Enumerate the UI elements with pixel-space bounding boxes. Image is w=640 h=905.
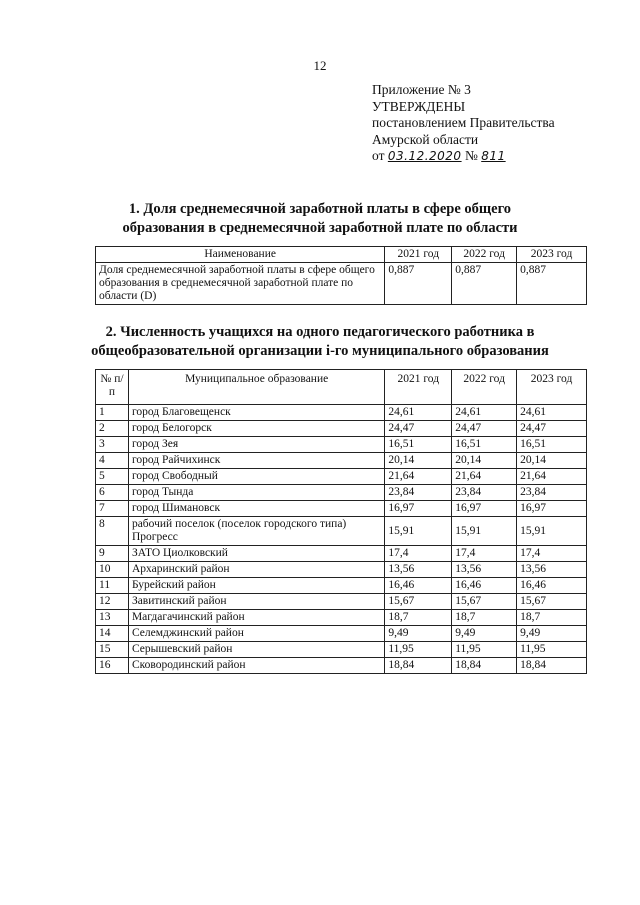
- value-2022: 9,49: [452, 626, 517, 642]
- header-2022: 2022 год: [452, 370, 517, 405]
- value-2023: 21,64: [517, 469, 587, 485]
- section1-title-line1: 1. Доля среднемесячной заработной платы в сфере общего: [128, 201, 512, 217]
- header-2023: 2023 год: [517, 370, 587, 405]
- value-2021: 24,61: [385, 405, 452, 421]
- municipality-name: Магдагачинский район: [128, 610, 384, 626]
- value-2021: 17,4: [385, 546, 452, 562]
- municipality-name: город Шимановск: [128, 501, 384, 517]
- value-2022: 15,67: [452, 594, 517, 610]
- table-row: [96, 578, 587, 594]
- section2-heading: [0, 323, 640, 361]
- value-2022: 17,4: [452, 546, 517, 562]
- value-2023: 18,84: [517, 658, 587, 674]
- municipality-name: город Белогорск: [128, 421, 384, 437]
- value-2023: 20,14: [517, 453, 587, 469]
- approved-label: УТВЕРЖДЕНЫ: [372, 98, 466, 114]
- value-2022: 16,97: [452, 501, 517, 517]
- value-2023: 9,49: [517, 626, 587, 642]
- municipality-name: Серышевский район: [128, 642, 384, 658]
- value-2022: 23,84: [452, 485, 517, 501]
- header-2023: 2023 год: [517, 247, 587, 263]
- value-2021: 15,91: [385, 517, 452, 546]
- value-2021: 16,51: [385, 437, 452, 453]
- table-row: [96, 562, 587, 578]
- value-2023: 17,4: [517, 546, 587, 562]
- table1-header-row: [96, 247, 587, 263]
- value-2022: 24,61: [452, 405, 517, 421]
- value-2022: 11,95: [452, 642, 517, 658]
- table-row: [96, 453, 587, 469]
- handwritten-number: 811: [481, 149, 506, 163]
- municipality-name: город Тында: [128, 485, 384, 501]
- value-2021: 24,47: [385, 421, 452, 437]
- students-per-teacher-table: [95, 369, 587, 674]
- municipality-name: город Райчихинск: [128, 453, 384, 469]
- row-number: 4: [96, 453, 129, 469]
- number-label: №: [464, 148, 478, 163]
- header-name: Наименование: [96, 247, 385, 263]
- value-2023: 13,56: [517, 562, 587, 578]
- row-number: 3: [96, 437, 129, 453]
- municipality-name: город Благовещенск: [128, 405, 384, 421]
- value-2022: 15,91: [452, 517, 517, 546]
- value-2022: 20,14: [452, 453, 517, 469]
- section1-heading: [0, 200, 640, 238]
- municipality-name: Сковородинский район: [128, 658, 384, 674]
- region-label: Амурской области: [372, 131, 479, 147]
- value-2022: 21,64: [452, 469, 517, 485]
- row-number: 5: [96, 469, 129, 485]
- table-row: [96, 626, 587, 642]
- table-row: [96, 610, 587, 626]
- table-row: [96, 546, 587, 562]
- municipality-name: Архаринский район: [128, 562, 384, 578]
- row-number: 7: [96, 501, 129, 517]
- appendix-title: Приложение № 3: [372, 82, 471, 97]
- municipality-name: город Зея: [128, 437, 384, 453]
- municipality-name: ЗАТО Циолковский: [128, 546, 384, 562]
- value-2021: 23,84: [385, 485, 452, 501]
- appendix-block: [372, 82, 555, 165]
- table-row: [96, 642, 587, 658]
- row-number: 8: [96, 517, 129, 546]
- table2-header-row: [96, 370, 587, 405]
- municipality-name: Селемджинский район: [128, 626, 384, 642]
- value-2023: 18,7: [517, 610, 587, 626]
- value-2023: 11,95: [517, 642, 587, 658]
- table-row: [96, 485, 587, 501]
- value-2021: 18,84: [385, 658, 452, 674]
- value-2023: 16,97: [517, 501, 587, 517]
- table-row: [96, 501, 587, 517]
- resolution-label: постановлением Правительства: [372, 115, 555, 130]
- page-number: 12: [313, 58, 327, 73]
- table-row: [96, 469, 587, 485]
- municipality-name: Завитинский район: [128, 594, 384, 610]
- value-2021: 13,56: [385, 562, 452, 578]
- header-municipality: Муниципальное образование: [128, 370, 384, 405]
- row-number: 14: [96, 626, 129, 642]
- value-2022: 16,51: [452, 437, 517, 453]
- table-row: [96, 517, 587, 546]
- row-number: 10: [96, 562, 129, 578]
- header-2021: 2021 год: [385, 247, 452, 263]
- row-number: 6: [96, 485, 129, 501]
- table-row: [96, 437, 587, 453]
- value-2023: 16,51: [517, 437, 587, 453]
- value-2021: 15,67: [385, 594, 452, 610]
- header-2022: 2022 год: [452, 247, 517, 263]
- value-2021: 16,46: [385, 578, 452, 594]
- value-2021: 18,7: [385, 610, 452, 626]
- table-row: [96, 405, 587, 421]
- table-row: [96, 594, 587, 610]
- salary-share-table: [95, 246, 587, 305]
- date-line: [372, 148, 555, 165]
- row-number: 13: [96, 610, 129, 626]
- indicator-name: Доля среднемесячной заработной платы в сфере общего образования в среднемесячной заработной плате по области (D): [96, 263, 385, 305]
- value-2023: 16,46: [517, 578, 587, 594]
- section2-title-line2: общеобразовательной организации i-го муниципального образования: [91, 343, 549, 359]
- value-2023: 23,84: [517, 485, 587, 501]
- value-2022: 16,46: [452, 578, 517, 594]
- value-2021: 11,95: [385, 642, 452, 658]
- value-2023: 24,61: [517, 405, 587, 421]
- row-number: 12: [96, 594, 129, 610]
- value-2021: 9,49: [385, 626, 452, 642]
- value-2023: 15,91: [517, 517, 587, 546]
- value-2022: 18,84: [452, 658, 517, 674]
- row-number: 16: [96, 658, 129, 674]
- section1-title-line2: образования в среднемесячной заработной плате по области: [122, 220, 518, 236]
- value-2021: 0,887: [385, 263, 452, 305]
- value-2022: 18,7: [452, 610, 517, 626]
- value-2023: 15,67: [517, 594, 587, 610]
- header-number: № п/п: [96, 370, 129, 405]
- row-number: 2: [96, 421, 129, 437]
- value-2022: 13,56: [452, 562, 517, 578]
- row-number: 11: [96, 578, 129, 594]
- handwritten-date: 03.12.2020: [387, 149, 462, 163]
- municipality-name: город Свободный: [128, 469, 384, 485]
- value-2022: 24,47: [452, 421, 517, 437]
- row-number: 15: [96, 642, 129, 658]
- value-2023: 24,47: [517, 421, 587, 437]
- table2-body: [96, 405, 587, 674]
- section2-title-line1: 2. Численность учащихся на одного педагогического работника в: [105, 324, 535, 340]
- municipality-name: рабочий поселок (поселок городского типа) Прогресс: [128, 517, 384, 546]
- table-row: [96, 421, 587, 437]
- value-2021: 20,14: [385, 453, 452, 469]
- value-2021: 16,97: [385, 501, 452, 517]
- header-2021: 2021 год: [385, 370, 452, 405]
- table1-row: [96, 263, 587, 305]
- municipality-name: Бурейский район: [128, 578, 384, 594]
- value-2022: 0,887: [452, 263, 517, 305]
- value-2023: 0,887: [517, 263, 587, 305]
- row-number: 1: [96, 405, 129, 421]
- from-label: от: [372, 148, 385, 163]
- value-2021: 21,64: [385, 469, 452, 485]
- table-row: [96, 658, 587, 674]
- row-number: 9: [96, 546, 129, 562]
